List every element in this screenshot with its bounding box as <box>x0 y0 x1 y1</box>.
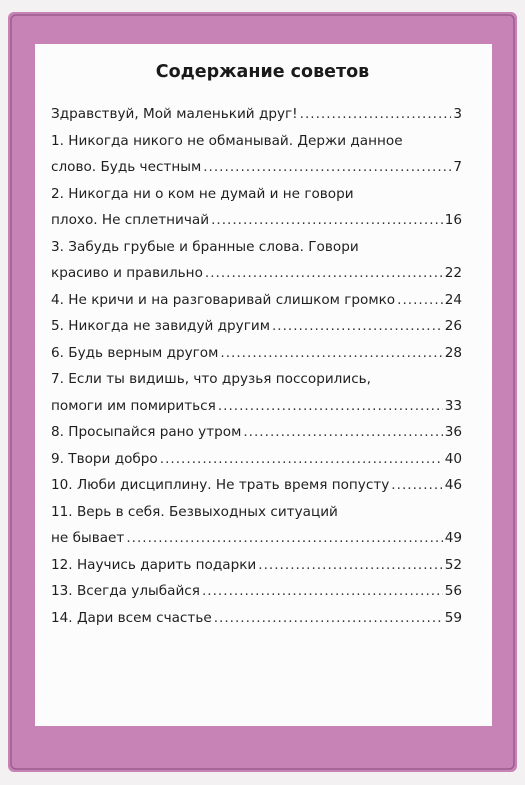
toc-entry <box>51 128 462 181</box>
toc-entry <box>51 181 462 234</box>
dot-leader <box>272 313 443 340</box>
toc-line <box>51 366 462 393</box>
toc-entry-text: 14. Дари всем счастье <box>51 609 212 626</box>
toc-entry-text: 11. Верь в себя. Безвыходных ситуаций <box>51 503 338 520</box>
dot-leader <box>211 207 443 234</box>
toc-entry-text: 6. Будь верным другом <box>51 344 219 361</box>
dot-leader <box>243 419 442 446</box>
toc-entry <box>51 552 462 579</box>
toc-page-number: 7 <box>453 159 462 175</box>
toc-line <box>51 313 462 340</box>
toc-page-number: 56 <box>444 583 462 599</box>
toc-entry-text: 13. Всегда улыбайся <box>51 583 200 599</box>
toc-entry-text: слово. Будь честным <box>51 159 202 175</box>
dot-leader <box>218 393 443 420</box>
toc-line <box>51 128 462 155</box>
table-of-contents <box>51 101 462 631</box>
toc-line <box>51 287 462 314</box>
toc-page-number: 46 <box>444 477 462 493</box>
toc-line <box>51 340 462 367</box>
toc-entry <box>51 605 462 632</box>
toc-line <box>51 446 462 473</box>
toc-line <box>51 499 462 526</box>
dot-leader <box>220 340 442 367</box>
dot-leader <box>126 525 442 552</box>
toc-entry-text: 3. Забудь грубые и бранные слова. Говори <box>51 238 359 255</box>
toc-entry <box>51 578 462 605</box>
toc-entry-text: 5. Никогда не завидуй другим <box>51 318 270 334</box>
toc-line <box>51 393 462 420</box>
toc-entry <box>51 472 462 499</box>
toc-page-number: 28 <box>444 344 462 361</box>
toc-entry <box>51 101 462 128</box>
toc-page-number: 24 <box>444 291 462 308</box>
toc-entry-text: 8. Просыпайся рано утром <box>51 424 242 440</box>
toc-page-number: 26 <box>444 318 462 334</box>
toc-line <box>51 181 462 208</box>
toc-entry-text: 1. Никогда никого не обманывай. Держи данное <box>51 132 403 149</box>
toc-page-number: 49 <box>444 530 462 546</box>
toc-page-number: 52 <box>444 556 462 573</box>
toc-entry-text: помоги им помириться <box>51 397 216 414</box>
toc-entry <box>51 366 462 419</box>
toc-entry <box>51 499 462 552</box>
toc-entry-text: 10. Люби дисциплину. Не трать время попусту <box>51 477 390 493</box>
toc-line <box>51 207 462 234</box>
toc-entry-text: 4. Не кричи и на разговаривай слишком громко <box>51 291 396 308</box>
toc-entry-text: 9. Твори добро <box>51 450 158 467</box>
dot-leader <box>160 446 443 473</box>
toc-entry <box>51 446 462 473</box>
toc-line <box>51 419 462 446</box>
toc-entry <box>51 340 462 367</box>
toc-line <box>51 578 462 605</box>
dot-leader <box>202 578 443 605</box>
dot-leader <box>203 154 451 181</box>
toc-page-number: 33 <box>444 397 462 414</box>
dot-leader <box>214 605 443 632</box>
toc-entry-text: плохо. Не сплетничай <box>51 212 210 228</box>
page-title: Содержание советов <box>155 62 370 82</box>
toc-line <box>51 552 462 579</box>
toc-entry <box>51 419 462 446</box>
dot-leader <box>391 472 442 499</box>
toc-line <box>51 260 462 287</box>
dot-leader <box>300 101 452 128</box>
toc-entry <box>51 313 462 340</box>
toc-line <box>51 154 462 181</box>
toc-line <box>51 101 462 128</box>
toc-line <box>51 234 462 261</box>
toc-entry-text: красиво и правильно <box>51 265 203 281</box>
toc-page-number: 3 <box>453 106 462 122</box>
toc-entry <box>51 234 462 287</box>
toc-line <box>51 605 462 632</box>
toc-entry-text: Здравствуй, Мой маленький друг! <box>51 106 298 122</box>
toc-entry-text: не бывает <box>51 530 125 546</box>
toc-page-number: 36 <box>444 424 462 440</box>
toc-line <box>51 472 462 499</box>
toc-line <box>51 525 462 552</box>
toc-page-number: 59 <box>444 609 462 626</box>
toc-page-number: 22 <box>444 265 462 281</box>
toc-page-number: 40 <box>444 450 462 467</box>
dot-leader <box>397 287 443 314</box>
toc-entry-text: 12. Научись дарить подарки <box>51 556 257 573</box>
toc-entry-text: 7. Если ты видишь, что друзья поссорились, <box>51 371 372 387</box>
toc-entry <box>51 287 462 314</box>
toc-page-number: 16 <box>444 212 462 228</box>
dot-leader <box>205 260 443 287</box>
toc-entry-text: 2. Никогда ни о ком не думай и не говори <box>51 185 354 202</box>
dot-leader <box>258 552 442 579</box>
